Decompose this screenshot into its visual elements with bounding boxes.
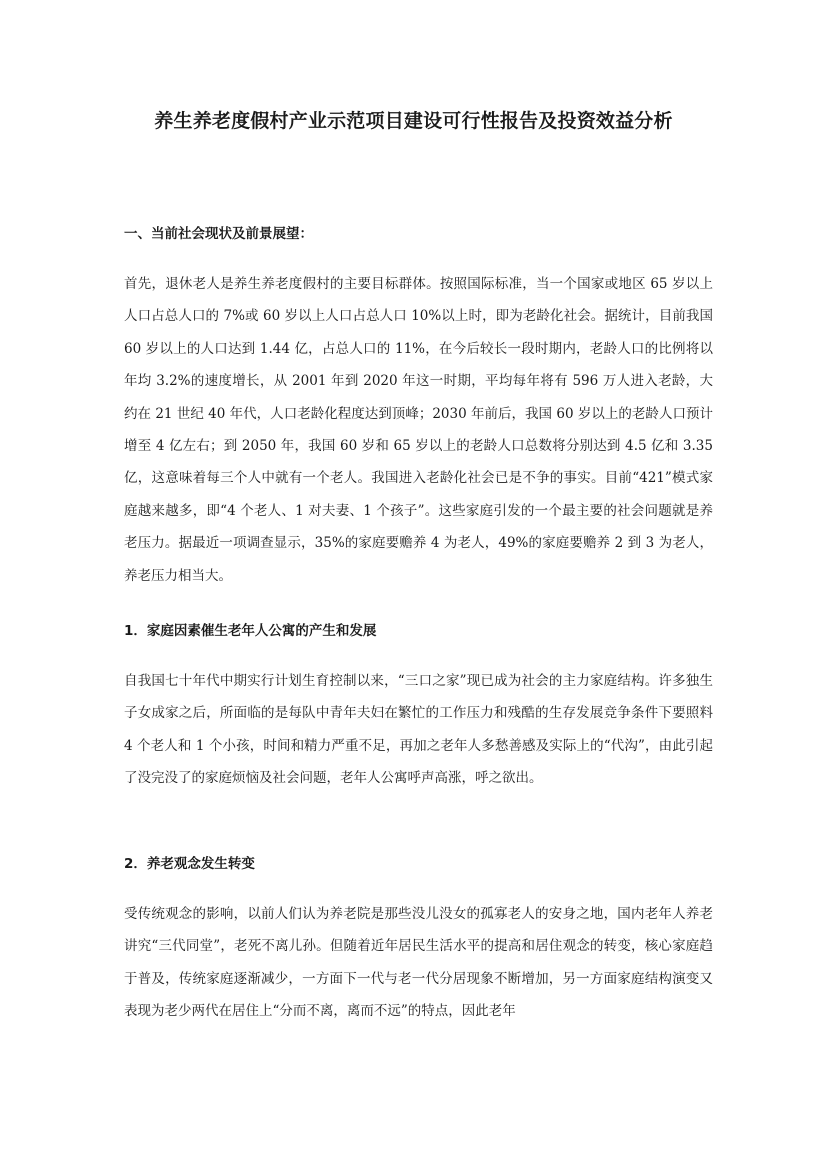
section-heading-current-situation: 一、当前社会现状及前景展望： (124, 226, 313, 242)
document-title: 养生养老度假村产业示范项目建设可行性报告及投资效益分析 (154, 110, 673, 132)
section-body-concept-change: 受传统观念的影响，以前人们认为养老院是那些没儿没女的孤寡老人的安身之地，国内老年人养老讲究“三代同堂”，老死不离儿孙。但随着近年居民生活水平的提高和居住观念的转变，核心家庭趋于普及，传统家庭逐渐减少，一方面下一代与老一代分居现象不断增加，另一方面家庭结构演变又表现为老少两代在居住上“分而不离，离而不远”的特点，因此老年 (124, 906, 713, 1020)
section-heading-concept-change: 2．养老观念发生转变 (124, 856, 255, 872)
section-body-family-factors: 自我国七十年代中期实行计划生育控制以来，“三口之家”现已成为社会的主力家庭结构。许多独生子女成家之后，所面临的是每队中青年夫妇在繁忙的工作压力和残酷的生存发展竞争条件下要照料 4 个老人和 1 个小孩，时间和精力严重不足，再加之老年人多愁善感及实际上的“代沟”，由此引起了没完没了的家庭烦恼及社会问题，老年人公寓呼声高涨，呼之欲出。 (124, 673, 713, 787)
section-heading-family-factors: 1．家庭因素催生老年人公寓的产生和发展 (124, 623, 377, 639)
section-body-current-situation: 首先，退休老人是养生养老度假村的主要目标群体。按照国际标准，当一个国家或地区 65 岁以上人口占总人口的 7%或 60 岁以上人口占总人口 10%以上时，即为老龄化社会。据统计，目前我国 60 岁以上的人口达到 1.44 亿，占总人口的 11%，在今后较长一段时期内，老龄人口的比例将以年均 3.2%的速度增长，从 2001 年到 2020 年这一时期，平均每年将有 596 万人进入老龄，大约在 21 世纪 40 年代，人口老龄化程度达到顶峰；2030 年前后，我国 60 岁以上的老龄人口预计增至 4 亿左右；到 2050 年，我国 60 岁和 65 岁以上的老龄人口总数将分别达到 4.5 亿和 3.35 亿，这意味着每三个人中就有一个老人。我国进入老龄化社会已是不争的事实。目前“421”模式家庭越来越多，即“4 个老人、1 对夫妻、1 个孩子”。这些家庭引发的一个最主要的社会问题就是养老压力。据最近一项调查显示，35%的家庭要赡养 4 为老人，49%的家庭要赡养 2 到 3 为老人，养老压力相当大。 (124, 276, 713, 584)
